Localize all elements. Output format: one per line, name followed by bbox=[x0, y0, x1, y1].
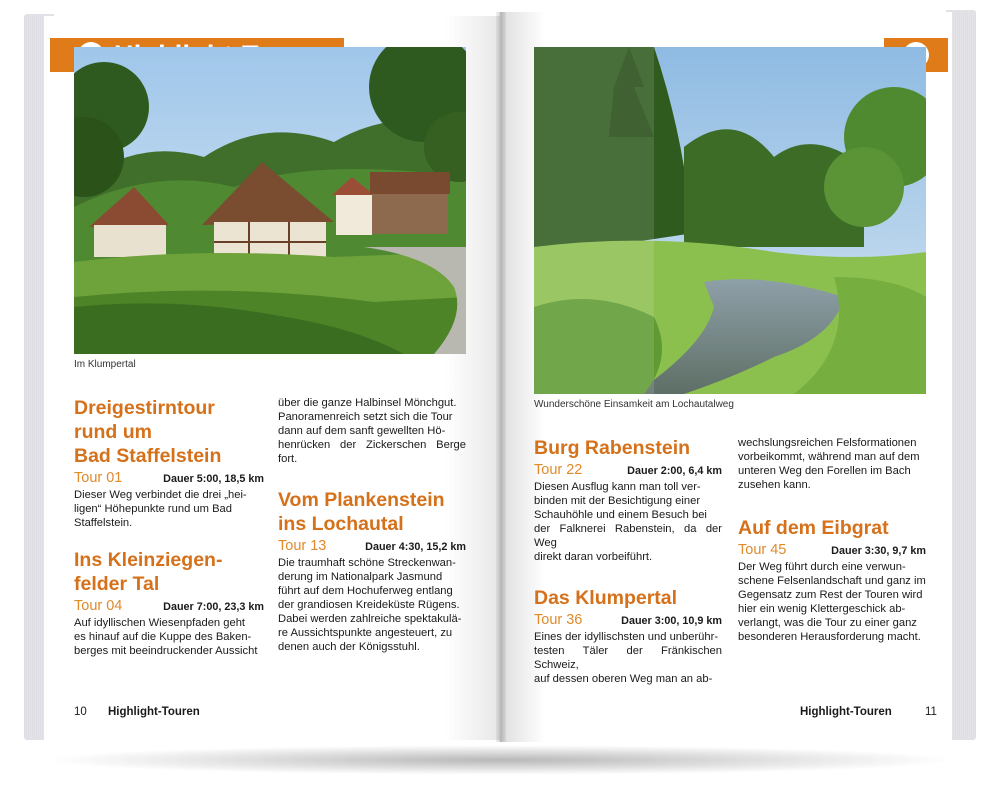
tour-entry bbox=[534, 586, 722, 686]
tour-entry bbox=[738, 516, 926, 644]
book-gutter bbox=[496, 12, 506, 742]
tour-number: Tour 22 bbox=[534, 462, 583, 478]
tour-number: Tour 45 bbox=[738, 542, 787, 558]
right-column-2 bbox=[738, 434, 926, 662]
right-column-1 bbox=[534, 436, 722, 704]
left-footer bbox=[74, 706, 200, 718]
tour-title: Vom Plankenstein ins Lochautal bbox=[278, 489, 445, 535]
tour-duration: Dauer 3:00, 10,9 km bbox=[621, 615, 722, 627]
tour-title: Auf dem Eibgrat bbox=[738, 517, 889, 539]
tour-number: Tour 04 bbox=[74, 598, 123, 614]
tour-description: Der Weg führt durch eine verwun- schene Felsenlandschaft und ganz im Gegensatz zum Rest der Touren wird hier ein wenig Klettergeschick ab- verlangt, was die Tour zu einer ganz besonderen Herausforderung macht. bbox=[738, 561, 926, 643]
tour-title: Ins Kleinziegen- felder Tal bbox=[74, 549, 223, 595]
tour-title: Dreigestirntour rund um Bad Staffelstein bbox=[74, 397, 222, 467]
tour-duration: Dauer 7:00, 23,3 km bbox=[163, 601, 264, 613]
tour-description: Eines der idyllischsten und unberühr- testen Täler der Fränkischen Schweiz, auf dessen oberen Weg man an ab- bbox=[534, 631, 722, 685]
photo-village bbox=[74, 47, 466, 354]
tour-title: Das Klumpertal bbox=[534, 587, 678, 609]
photo-caption: Im Klumpertal bbox=[74, 359, 136, 370]
tour-description: Die traumhaft schöne Streckenwan- derung im Nationalpark Jasmund führt auf dem Hochuferweg entlang der grandiosen Kreideküste Rügens. Dabei werden zahlreiche spektakulä- re Aussichtspunkte angesteuert, zu denen auch der Königsstuhl. bbox=[278, 557, 462, 653]
tour-number: Tour 13 bbox=[278, 538, 327, 554]
tour-entry bbox=[74, 396, 264, 530]
tour-title: Burg Rabenstein bbox=[534, 437, 691, 459]
tour-number: Tour 36 bbox=[534, 612, 583, 628]
tour-description: Diesen Ausflug kann man toll ver- binden mit der Besichtigung einer Schauhöhle und einem Besuch bei der Falknerei Rabenstein, da der Weg direkt daran vorbeiführt. bbox=[534, 481, 722, 563]
tour-description: Dieser Weg verbindet die drei „hei- ligen“ Höhepunkte rund um Bad Staffelstein. bbox=[74, 489, 247, 529]
book-shadow bbox=[40, 745, 960, 775]
footer-section: Highlight-Touren bbox=[800, 706, 892, 718]
left-column-2 bbox=[278, 394, 466, 672]
page-number: 10 bbox=[74, 706, 87, 718]
continued-text: wechslungsreichen Felsformationen vorbeikommt, während man auf dem unteren Weg den Forellen im Bach zusehen kann. bbox=[738, 437, 920, 491]
photo-caption: Wunderschöne Einsamkeit am Lochautalweg bbox=[534, 399, 734, 410]
photo-stream bbox=[534, 47, 926, 394]
tour-description: Auf idyllischen Wiesenpfaden geht es hinauf auf die Kuppe des Baken- berges mit beeindruckender Aussicht bbox=[74, 617, 258, 657]
tour-duration: Dauer 3:30, 9,7 km bbox=[831, 545, 926, 557]
page-number: 11 bbox=[924, 706, 937, 718]
left-column-1 bbox=[74, 396, 264, 676]
tour-number: Tour 01 bbox=[74, 470, 123, 486]
tour-entry bbox=[74, 548, 264, 658]
tour-entry bbox=[278, 488, 466, 654]
footer-section: Highlight-Touren bbox=[108, 706, 200, 718]
tour-entry bbox=[534, 436, 722, 564]
right-footer bbox=[800, 706, 937, 718]
tour-duration: Dauer 2:00, 6,4 km bbox=[627, 465, 722, 477]
tour-duration: Dauer 5:00, 18,5 km bbox=[163, 473, 264, 485]
continued-text: über die ganze Halbinsel Mönchgut. Panoramenreich setzt sich die Tour dann auf dem sanft gewellten Hö- henrücken der Zickerschen Berge fort. bbox=[278, 397, 466, 465]
tour-duration: Dauer 4:30, 15,2 km bbox=[365, 541, 466, 553]
